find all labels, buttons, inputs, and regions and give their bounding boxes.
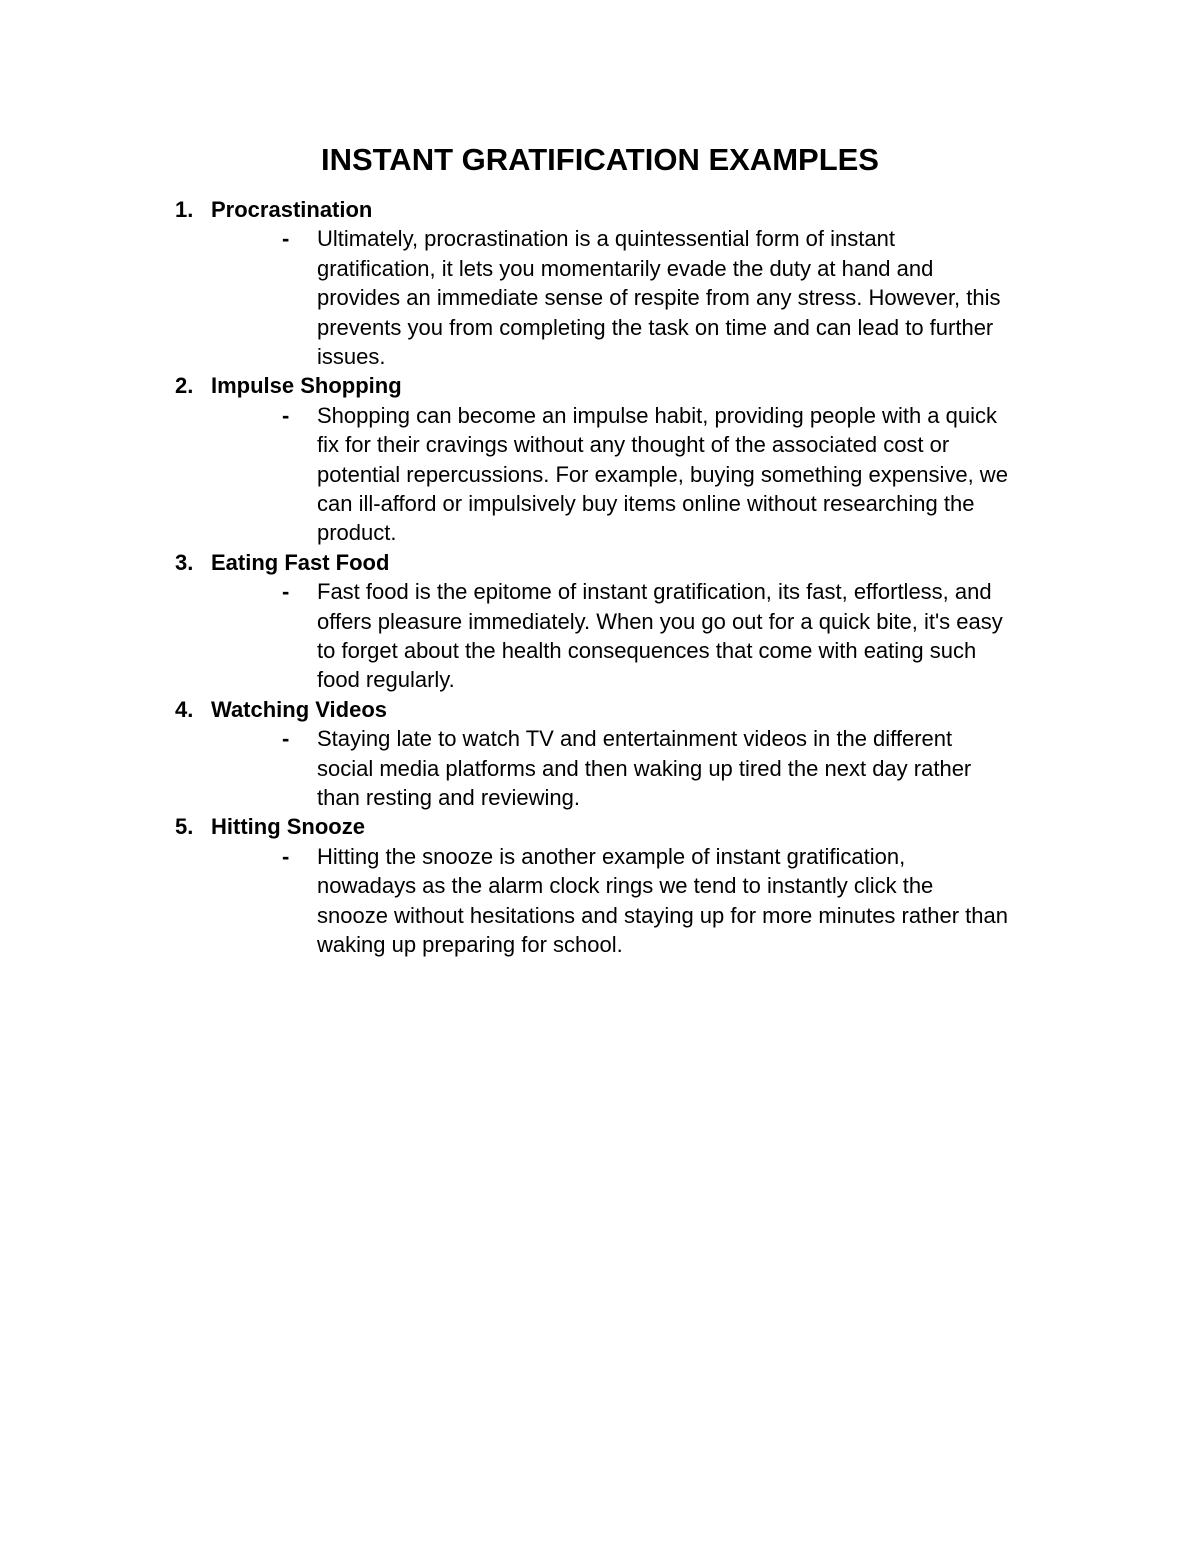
- list-item: [0, 371, 1200, 547]
- dash-bullet: -: [282, 843, 290, 869]
- item-number: 2.: [175, 373, 194, 399]
- item-body: [0, 224, 1200, 371]
- document-title: INSTANT GRATIFICATION EXAMPLES: [321, 142, 879, 177]
- item-body: [0, 401, 1200, 548]
- dash-bullet: -: [282, 579, 290, 605]
- item-number: 1.: [175, 197, 194, 222]
- item-header: [0, 812, 1200, 841]
- item-heading: Hitting Snooze: [211, 814, 365, 840]
- item-description: Staying late to watch TV and entertainment videos in the different social media platforms and then waking up tired the next day rather than resting and reviewing.: [317, 726, 972, 811]
- dash-bullet: -: [282, 726, 290, 752]
- item-heading: Watching Videos: [211, 696, 388, 722]
- item-number: 4.: [175, 696, 194, 722]
- item-description: Ultimately, procrastination is a quintessential form of instant gratification, it lets you momentarily evade the duty at hand and provides an immediate sense of respite from any stress. However, this prevents you from completing the task on time and can lead to further issues.: [317, 226, 1001, 370]
- item-description: Fast food is the epitome of instant gratification, its fast, effortless, and offers pleasure immediately. When you go out for a quick bite, it's easy to forget about the health consequences that come with eating such food regularly.: [317, 579, 1003, 693]
- item-description: Shopping can become an impulse habit, providing people with a quick fix for their cravings without any thought of the associated cost or potential repercussions. For example, buying something expensive, we can ill-afford or impulsively buy items online without researching the product.: [317, 402, 1008, 546]
- list-item: [0, 548, 1200, 695]
- list-item: [0, 195, 1200, 371]
- examples-list: [0, 195, 1200, 959]
- item-number: 3.: [175, 549, 194, 575]
- item-header: [0, 695, 1200, 724]
- item-description: Hitting the snooze is another example of instant gratification, nowadays as the alarm clock rings we tend to instantly click the snooze without hesitations and staying up for more minutes rather than waking up preparing for school.: [317, 843, 1008, 958]
- item-heading: Eating Fast Food: [211, 549, 390, 575]
- item-body: [0, 842, 1200, 960]
- item-heading: Procrastination: [211, 197, 373, 222]
- dash-bullet: -: [282, 402, 290, 428]
- item-header: [0, 548, 1200, 577]
- dash-bullet: -: [282, 226, 290, 252]
- list-item: [0, 695, 1200, 813]
- item-number: 5.: [175, 814, 194, 840]
- item-header: [0, 371, 1200, 400]
- item-header: [0, 195, 1200, 224]
- item-body: [0, 577, 1200, 695]
- item-body: [0, 724, 1200, 812]
- item-heading: Impulse Shopping: [211, 373, 402, 399]
- list-item: [0, 812, 1200, 959]
